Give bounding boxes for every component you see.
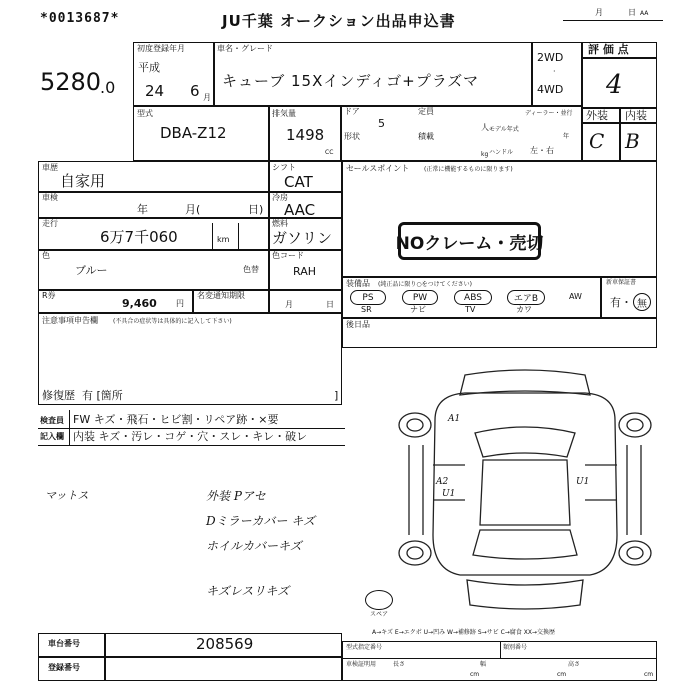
front-left-wheel-inner bbox=[407, 419, 423, 431]
inspector-row-1: FW キズ・飛石・ヒビ割・リペア跡・×要 bbox=[73, 413, 279, 426]
displacement-unit: CC bbox=[325, 149, 334, 156]
height-label: 高さ bbox=[568, 661, 581, 668]
chassis-label: 車台番号 bbox=[48, 639, 80, 648]
handwritten-note-5: キズレスリキズ bbox=[206, 584, 290, 598]
manual-circled bbox=[633, 293, 651, 311]
drive-dot: · bbox=[553, 67, 556, 76]
reg-number-label: 登録番号 bbox=[48, 663, 80, 672]
equip-leather: カワ bbox=[516, 305, 532, 314]
history-label: 車歴 bbox=[42, 163, 58, 172]
katashiki-value: DBA-Z12 bbox=[160, 124, 227, 142]
damage-mark-a1: A1 bbox=[448, 414, 461, 424]
inspection-year: 年 bbox=[137, 203, 148, 216]
interior-label: 内装 bbox=[625, 109, 647, 122]
displacement-label: 排気量 bbox=[272, 109, 296, 118]
divider bbox=[342, 317, 657, 319]
divider bbox=[500, 641, 501, 658]
model-year-label: モデル年式 bbox=[489, 126, 519, 133]
first-reg-year: 24 bbox=[145, 82, 165, 100]
category-label: 類別番号 bbox=[503, 644, 528, 651]
color-code-value: RAH bbox=[293, 265, 316, 278]
equip-ps-label: PS bbox=[362, 292, 374, 303]
exterior-value: C bbox=[589, 129, 605, 153]
drive-4wd: 4WD bbox=[537, 83, 564, 96]
equip-airbag bbox=[507, 290, 545, 305]
inspection-month: 月( bbox=[185, 203, 201, 216]
damage-legend: A→キズ E→エクボ U→凹み W→補修跡 S→サビ C→腐食 XX→交換歴 bbox=[372, 629, 555, 636]
divider bbox=[212, 223, 213, 249]
handwritten-note-4: ホイルカバーキズ bbox=[206, 539, 302, 553]
top-section bbox=[133, 42, 657, 161]
lot-number: 5280 bbox=[40, 68, 102, 96]
divider bbox=[531, 42, 533, 105]
equip-ps bbox=[350, 290, 386, 305]
spare-tire-label: スペア bbox=[370, 611, 389, 618]
car-front-outline bbox=[460, 370, 590, 395]
damage-mark-u1-right: U1 bbox=[576, 477, 590, 487]
manual-label: 新車保証書 bbox=[606, 279, 637, 286]
doors-label: ドア bbox=[344, 107, 360, 116]
rear-left-wheel bbox=[399, 541, 431, 565]
name-change-day: 日 bbox=[326, 300, 334, 309]
equip-airbag-label: エアB bbox=[513, 294, 539, 304]
cert-label: 車検証明用 bbox=[346, 661, 377, 668]
era-label: 平成 bbox=[138, 61, 160, 74]
date-month: 月 bbox=[595, 8, 603, 17]
color-code-label: 色コード bbox=[272, 251, 304, 260]
dealer-label: ディーラー・並行 bbox=[525, 110, 573, 117]
width-label: 幅 bbox=[480, 661, 487, 668]
width-unit: cm bbox=[557, 671, 567, 678]
katashiki-label: 型式 bbox=[137, 109, 153, 118]
color-value: ブルー bbox=[75, 264, 108, 277]
rear-right-wheel-inner bbox=[627, 547, 643, 559]
history-value: 自家用 bbox=[60, 172, 106, 190]
mileage-value: 6万7千060 bbox=[100, 228, 178, 246]
chassis-value: 208569 bbox=[196, 635, 254, 653]
handwritten-note-3: Dミラーカバー キズ bbox=[206, 514, 315, 528]
shape-label: 形状 bbox=[344, 132, 360, 141]
capacity-label: 定員 bbox=[418, 107, 434, 116]
divider bbox=[38, 445, 345, 446]
notes-label: 注意事項申告欄 bbox=[42, 316, 98, 325]
right-side-outline bbox=[627, 445, 641, 535]
model-label: 車名・グレード bbox=[217, 44, 273, 53]
form-title: JU千葉 オークション出品申込書 bbox=[222, 12, 456, 30]
grade-value: 4 bbox=[606, 70, 623, 100]
mileage-label: 走行 bbox=[42, 219, 58, 228]
divider bbox=[238, 223, 239, 249]
inspection-label: 車検 bbox=[42, 193, 58, 202]
chassis-row bbox=[38, 633, 342, 657]
first-reg-label: 初度登録年月 bbox=[137, 44, 185, 53]
equip-navi: ナビ bbox=[410, 305, 426, 314]
handle-options: 左・右 bbox=[530, 146, 554, 155]
equip-tv: TV bbox=[465, 305, 476, 314]
lot-number-suffix: .0 bbox=[100, 78, 116, 97]
model-spec-label: 型式指定番号 bbox=[346, 644, 383, 651]
cooling-label: 冷房 bbox=[272, 193, 288, 202]
name-change-month: 月 bbox=[285, 300, 293, 309]
fuel-label: 燃料 bbox=[272, 219, 288, 228]
divider bbox=[342, 658, 657, 659]
manual-options: 有・ bbox=[610, 296, 632, 309]
front-right-wheel bbox=[619, 413, 651, 437]
equip-abs bbox=[454, 290, 492, 305]
divider bbox=[38, 191, 342, 193]
equip-pw bbox=[402, 290, 438, 305]
capacity-unit: 人 bbox=[481, 123, 489, 132]
first-reg-month-unit: 月 bbox=[203, 93, 211, 102]
door-lines bbox=[433, 465, 617, 500]
divider bbox=[340, 105, 342, 161]
inspector-row-2: 内装 キズ・汚レ・コゲ・穴・スレ・キレ・破レ bbox=[73, 430, 308, 443]
date-day: 日 bbox=[628, 8, 636, 17]
rear-seat-label: 後日品 bbox=[346, 320, 370, 329]
drive-2wd: 2WD bbox=[537, 51, 564, 64]
rear-left-wheel-inner bbox=[407, 547, 423, 559]
divider bbox=[619, 107, 621, 161]
spare-tire-circle bbox=[365, 590, 393, 610]
car-damage-diagram bbox=[395, 365, 655, 620]
fuel-value: ガソリン bbox=[272, 229, 333, 247]
divider bbox=[581, 42, 583, 161]
color-change-label: 色替 bbox=[243, 265, 259, 274]
name-change-label: 名変通知期限 bbox=[197, 291, 245, 300]
color-label: 色 bbox=[42, 251, 50, 260]
equipment-sub: (純正品に限り○をつけてください) bbox=[378, 281, 472, 288]
recycle-unit: 円 bbox=[176, 299, 184, 308]
notes-sub: (不具合の症状等は具体的に記入して下さい) bbox=[113, 318, 232, 325]
divider bbox=[38, 428, 345, 429]
equip-abs-label: ABS bbox=[464, 292, 482, 303]
length-unit: cm bbox=[470, 671, 480, 678]
recycle-label: R券 bbox=[42, 291, 56, 300]
date-ampm: AA bbox=[640, 10, 649, 17]
handwritten-note-2: 外装 Pアセ bbox=[206, 489, 266, 503]
serial-number: *0013687* bbox=[40, 11, 120, 26]
doors-value: 5 bbox=[378, 117, 385, 130]
front-right-wheel-inner bbox=[627, 419, 643, 431]
car-rear-outline bbox=[467, 580, 583, 609]
repair-label: 修復歴 bbox=[42, 389, 75, 402]
registration-row bbox=[38, 657, 342, 681]
inspector-label-2: 記入欄 bbox=[40, 432, 64, 441]
divider bbox=[69, 410, 70, 445]
displacement-value: 1498 bbox=[286, 126, 325, 144]
sales-point-label: セールスポイント bbox=[346, 164, 410, 173]
shift-label: シフト bbox=[272, 163, 296, 172]
front-left-wheel bbox=[399, 413, 431, 437]
interior-value: B bbox=[625, 129, 640, 153]
year-unit: 年 bbox=[563, 133, 570, 140]
date-underline bbox=[563, 20, 663, 21]
repair-bracket: ] bbox=[334, 389, 339, 402]
equip-aw: AW bbox=[569, 292, 582, 301]
divider bbox=[213, 42, 215, 105]
handle-label: ハンドル bbox=[489, 149, 514, 156]
roof-outline bbox=[480, 460, 570, 525]
height-unit: cm bbox=[644, 671, 654, 678]
mileage-unit: km bbox=[217, 235, 230, 244]
divider bbox=[581, 57, 657, 59]
cooling-value: AAC bbox=[284, 201, 316, 219]
divider bbox=[192, 289, 194, 313]
grade-label: 評 価 点 bbox=[588, 43, 629, 56]
inspection-day: 日) bbox=[248, 203, 264, 216]
manual-circled-text: 無 bbox=[637, 298, 647, 310]
windshield-outline bbox=[475, 427, 575, 457]
divider bbox=[38, 289, 342, 291]
car-body-outline bbox=[433, 393, 617, 575]
shift-value: CAT bbox=[284, 173, 313, 191]
divider bbox=[600, 277, 602, 317]
length-label: 長さ bbox=[393, 661, 406, 668]
handwritten-note-1: マットス bbox=[45, 489, 89, 502]
load-unit: kg bbox=[481, 151, 489, 158]
divider bbox=[268, 105, 270, 161]
damage-mark-u1-left: U1 bbox=[442, 489, 456, 499]
equip-sr: SR bbox=[361, 305, 372, 314]
load-label: 積載 bbox=[418, 132, 434, 141]
recycle-value: 9,460 bbox=[122, 297, 157, 310]
left-side-outline bbox=[409, 445, 423, 535]
inspector-label-1: 検査員 bbox=[40, 416, 64, 425]
rear-right-wheel bbox=[619, 541, 651, 565]
rear-window-outline bbox=[473, 530, 577, 559]
no-claim-stamp bbox=[395, 222, 544, 260]
first-reg-month: 6 bbox=[190, 82, 200, 100]
repair-value: 有 [箇所 bbox=[82, 389, 123, 402]
sales-point-sub: (正常に機能するものに限ります) bbox=[424, 166, 513, 173]
equip-pw-label: PW bbox=[412, 292, 428, 303]
no-claim-stamp-text: NOクレーム・売切 bbox=[395, 233, 544, 254]
equipment-label: 装備品 bbox=[346, 279, 370, 288]
model-value: キューブ 15Xインディゴ+プラズマ bbox=[222, 72, 480, 90]
damage-mark-a2: A2 bbox=[436, 477, 449, 487]
exterior-label: 外装 bbox=[586, 109, 608, 122]
